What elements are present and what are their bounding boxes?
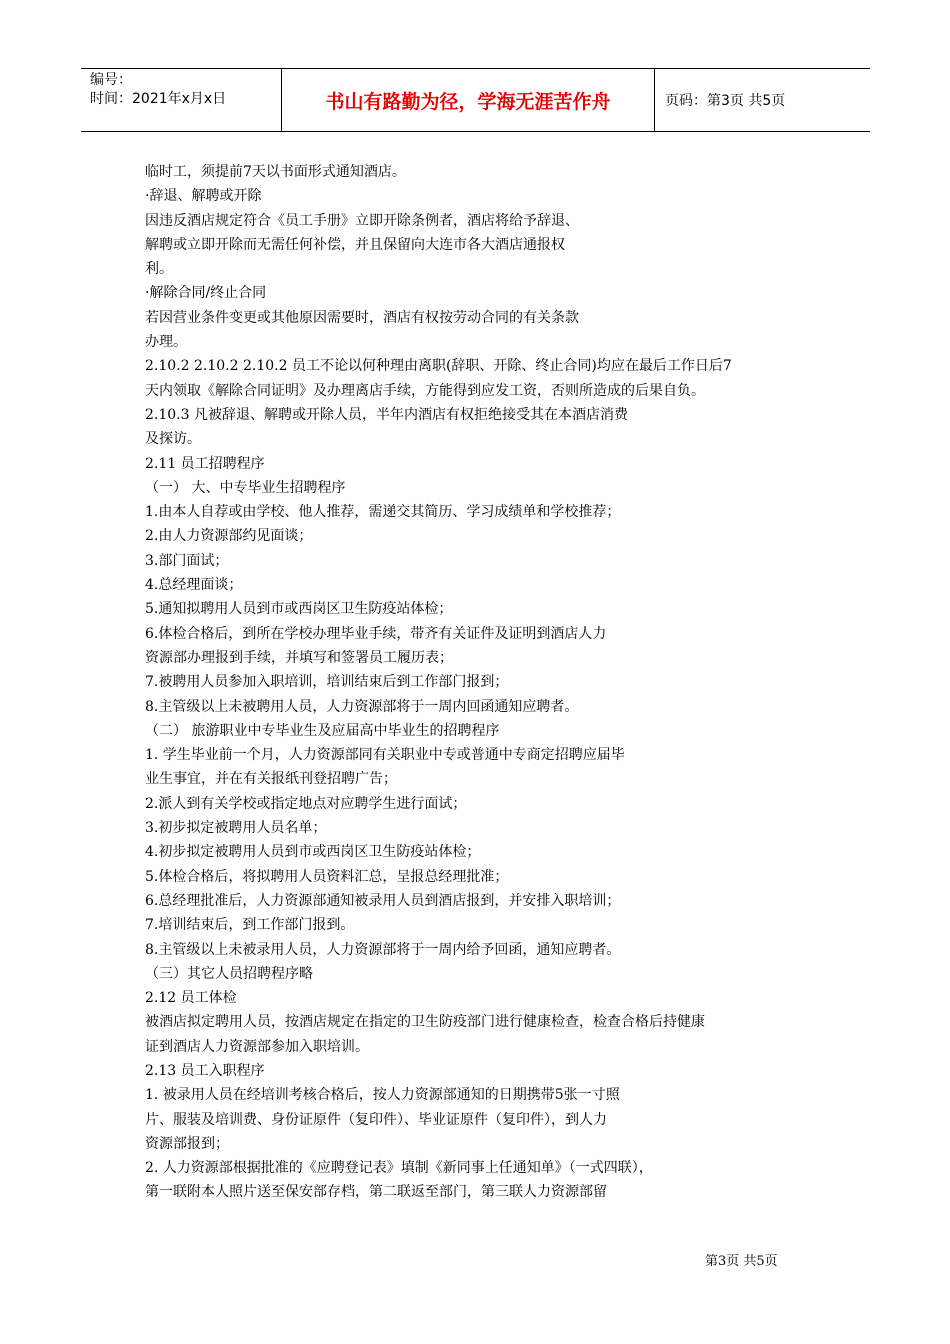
header-table: [81, 68, 870, 132]
time-label: 时间：2021年x月x日: [90, 91, 227, 107]
text-line: 6.总经理批准后，人力资源部通知被录用人员到酒店报到，并安排入职培训；: [145, 892, 621, 909]
text-line: 8.主管级以上未被聘用人员，人力资源部将于一周内回函通知应聘者。: [145, 698, 579, 715]
text-line: 4.总经理面谈；: [145, 577, 243, 594]
page-label: 页码：第3页 共5页: [665, 93, 786, 109]
text-line: 2.13 员工入职程序: [145, 1062, 265, 1079]
text-line: ·辞退、解聘或开除: [145, 188, 262, 205]
text-line: 2.11 员工招聘程序: [145, 455, 265, 472]
text-line: 6.体检合格后，到所在学校办理毕业手续，带齐有关证件及证明到酒店人力: [145, 625, 607, 642]
number-label: 编号：: [90, 72, 132, 88]
page-number-cell: [655, 69, 870, 131]
text-line: 2.12 员工体检: [145, 990, 237, 1007]
text-line: （二） 旅游职业中专毕业生及应届高中毕业生的招聘程序: [145, 722, 500, 739]
text-line: （三）其它人员招聘程序略: [145, 965, 313, 982]
header-meta-cell: [81, 69, 282, 131]
text-line: 天内领取《解除合同证明》及办理离店手续，方能得到应发工资，否则所造成的后果自负。: [145, 382, 705, 399]
text-line: （一） 大、中专毕业生招聘程序: [145, 479, 346, 496]
text-line: 临时工，须提前7天以书面形式通知酒店。: [145, 164, 406, 180]
text-line: 2.10.3 凡被辞退、解聘或开除人员，半年内酒店有权拒绝接受其在本酒店消费: [145, 406, 628, 423]
motto-text: 书山有路勤为径，学海无涯苦作舟: [325, 90, 611, 113]
text-line: 7.被聘用人员参加入职培训，培训结束后到工作部门报到；: [145, 674, 509, 691]
text-line: 片、服装及培训费、身份证原件（复印件）、毕业证原件（复印件），到人力: [145, 1111, 607, 1128]
text-line: 5.通知拟聘用人员到市或西岗区卫生防疫站体检；: [145, 601, 453, 618]
text-line: 1. 学生毕业前一个月，人力资源部同有关职业中专或普通中专商定招聘应届毕: [145, 747, 625, 764]
text-line: 被酒店拟定聘用人员，按酒店规定在指定的卫生防疫部门进行健康检查，检查合格后持健康: [145, 1014, 705, 1031]
text-line: 3.初步拟定被聘用人员名单；: [145, 820, 327, 837]
text-line: 资源部报到；: [145, 1135, 229, 1152]
motto-cell: [282, 69, 655, 131]
text-line: 2.10.2 2.10.2 2.10.2 员工不论以何种理由离职(辞职、开除、终止合同)均应在最后工作日后7: [145, 358, 732, 375]
footer-page-number: 第3页 共5页: [705, 1254, 778, 1269]
text-line: 5.体检合格后，将拟聘用人员资料汇总，呈报总经理批准；: [145, 868, 509, 885]
document-body: [145, 160, 815, 1205]
text-line: 2. 人力资源部根据批准的《应聘登记表》填制《新同事上任通知单》（一式四联），: [145, 1160, 653, 1177]
text-line: 业生事宜，并在有关报纸刊登招聘广告；: [145, 771, 397, 788]
text-line: 8.主管级以上未被录用人员，人力资源部将于一周内给予回函，通知应聘者。: [145, 941, 621, 958]
text-line: 利。: [145, 261, 173, 278]
text-line: 7.培训结束后，到工作部门报到。: [145, 917, 355, 934]
text-line: 第一联附本人照片送至保安部存档，第二联返至部门，第三联人力资源部留: [145, 1184, 607, 1201]
text-line: 2.由人力资源部约见面谈；: [145, 528, 313, 545]
text-line: 2.派人到有关学校或指定地点对应聘学生进行面试；: [145, 795, 467, 812]
text-line: 1.由本人自荐或由学校、他人推荐，需递交其简历、学习成绩单和学校推荐；: [145, 504, 621, 521]
text-line: 资源部办理报到手续，并填写和签署员工履历表；: [145, 649, 453, 666]
text-line: 因违反酒店规定符合《员工手册》立即开除条例者，酒店将给予辞退、: [145, 212, 579, 229]
text-line: 3.部门面试；: [145, 552, 229, 569]
text-line: 1. 被录用人员在经培训考核合格后，按人力资源部通知的日期携带5张一寸照: [145, 1087, 620, 1104]
text-line: ·解除合同/终止合同: [145, 285, 267, 302]
text-line: 办理。: [145, 334, 187, 351]
text-line: 若因营业条件变更或其他原因需要时，酒店有权按劳动合同的有关条款: [145, 309, 579, 326]
text-line: 解聘或立即开除而无需任何补偿，并且保留向大连市各大酒店通报权: [145, 236, 565, 253]
text-line: 及探访。: [145, 431, 201, 448]
text-line: 4.初步拟定被聘用人员到市或西岗区卫生防疫站体检；: [145, 844, 481, 861]
page-footer: [705, 1250, 778, 1269]
text-line: 证到酒店人力资源部参加入职培训。: [145, 1038, 369, 1055]
